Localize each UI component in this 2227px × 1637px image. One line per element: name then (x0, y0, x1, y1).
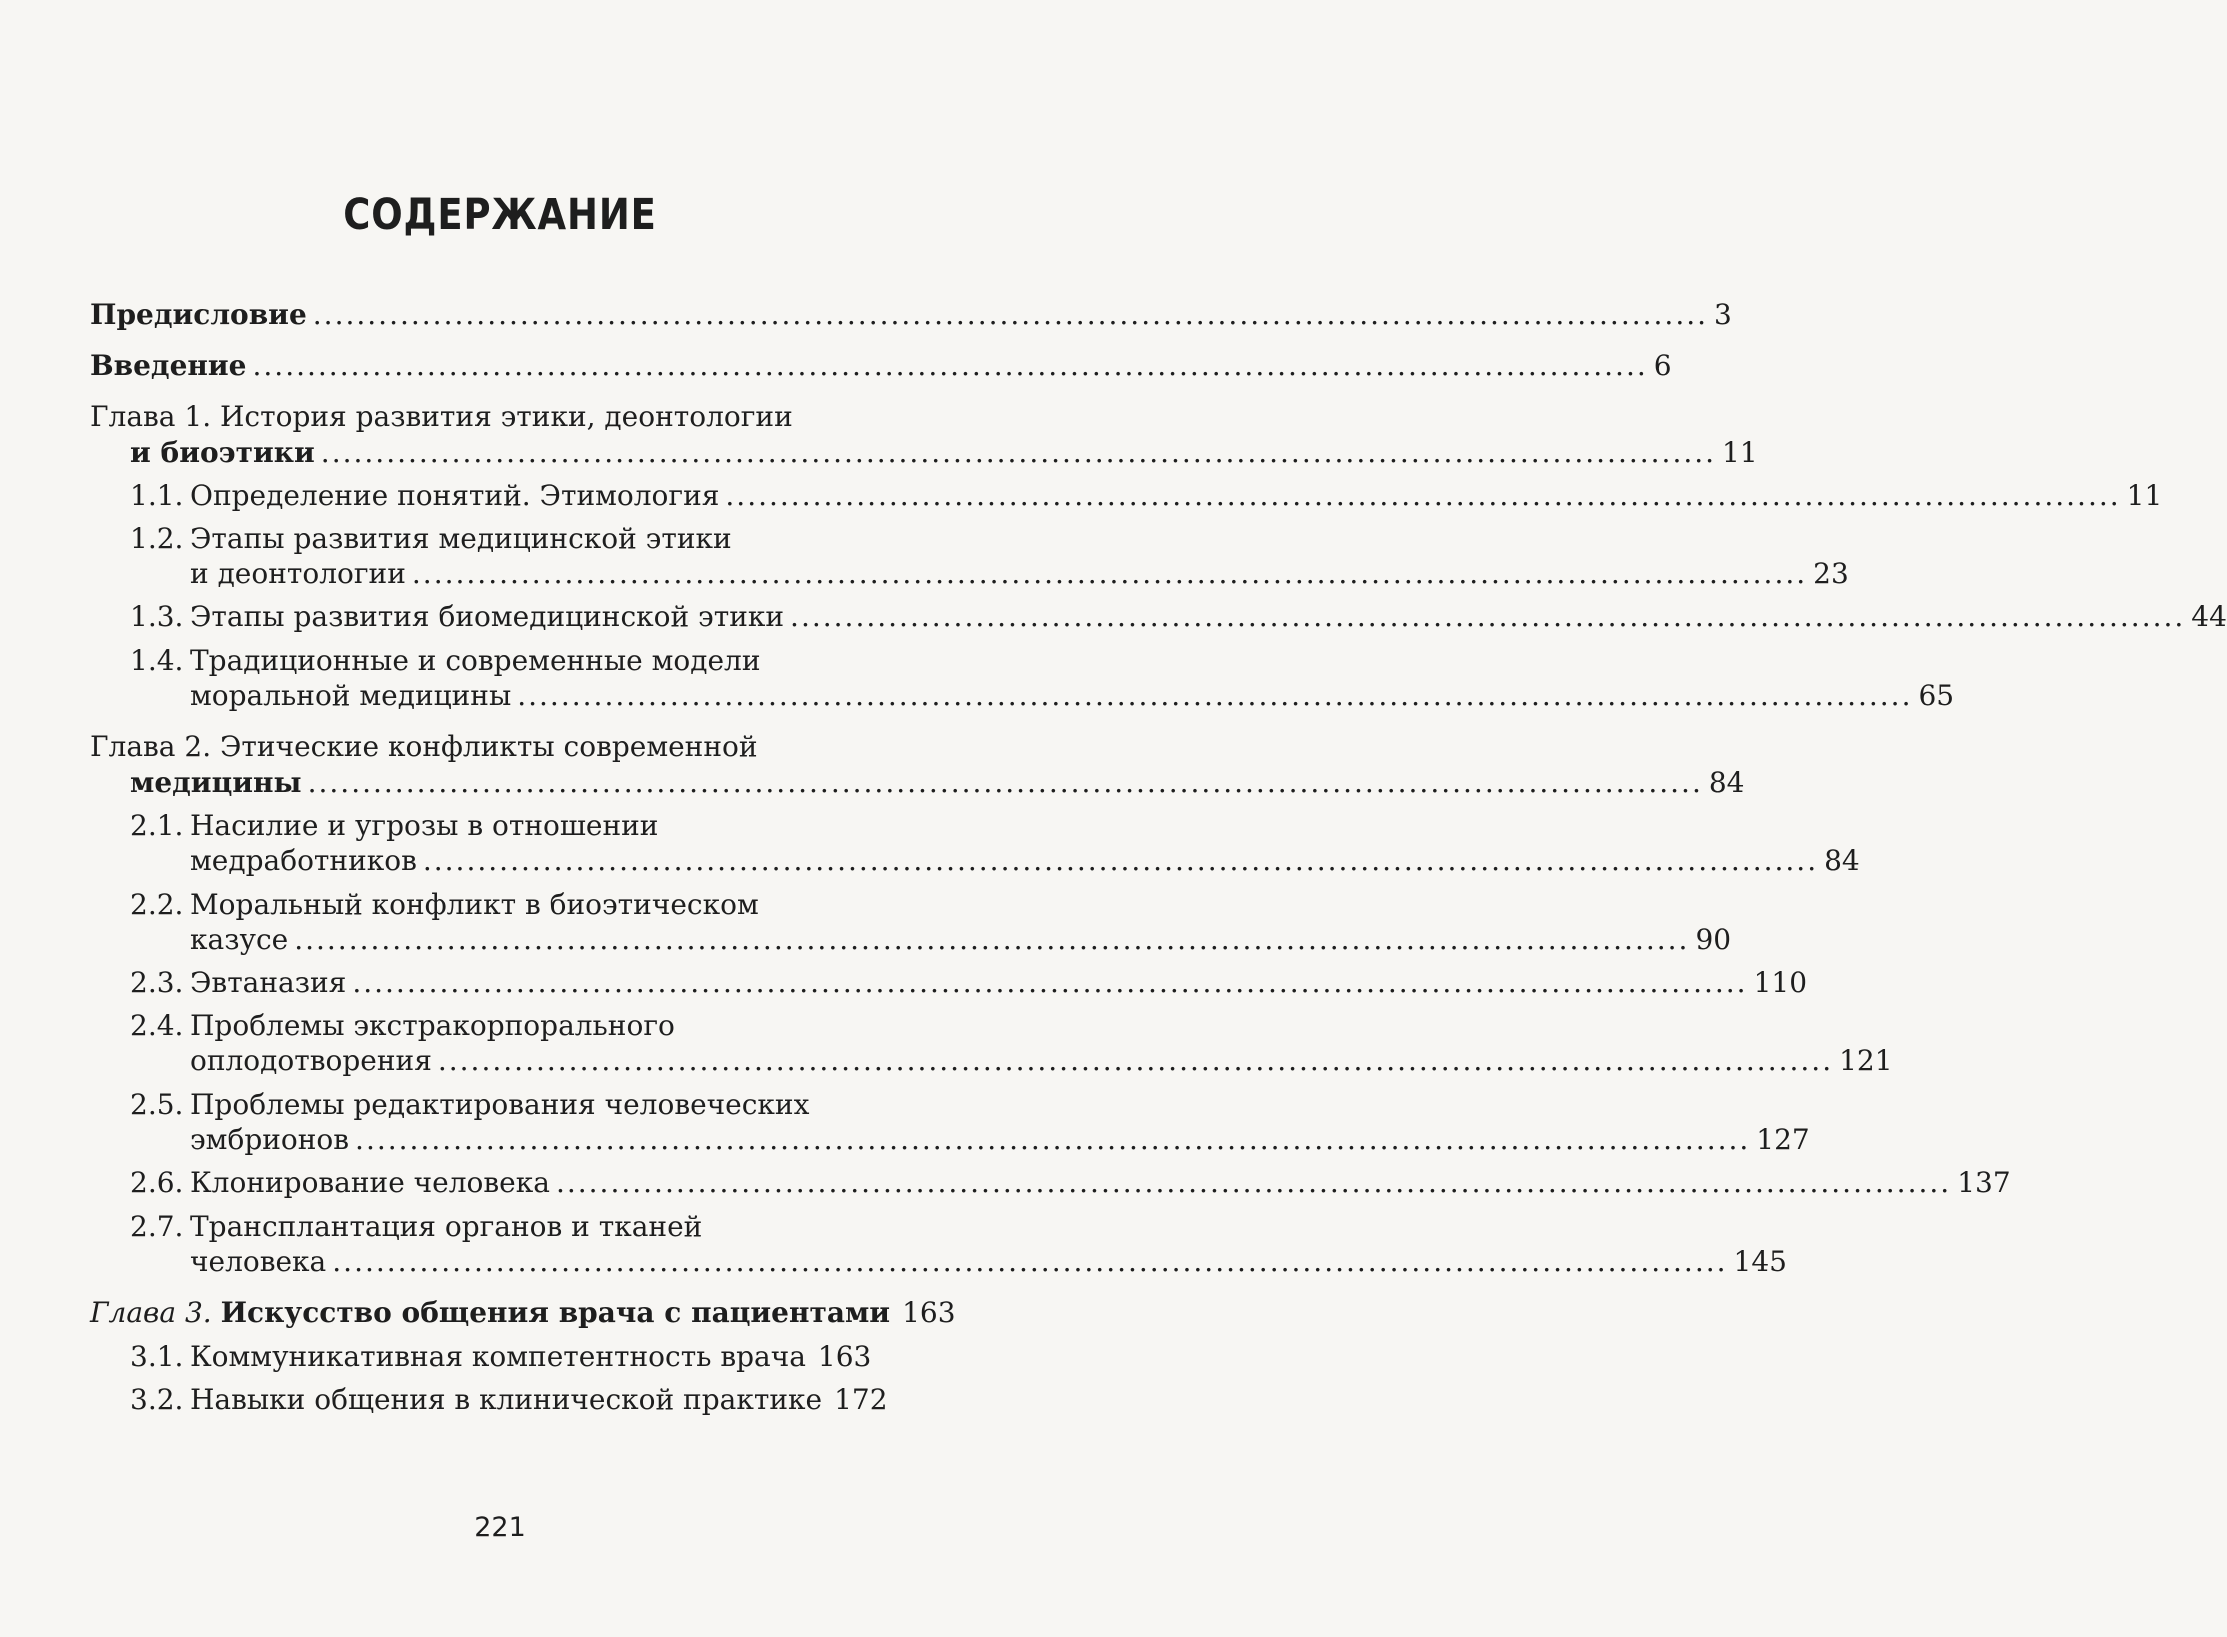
section-2-1-line-1 (130, 806, 658, 846)
section-1-4 (190, 676, 1955, 716)
section-2-5 (190, 1120, 1810, 1160)
section-number: 2.4. (130, 1009, 184, 1042)
section-1-3 (130, 597, 2227, 637)
section-number: 3.2. (130, 1383, 184, 1416)
section-2-2 (190, 920, 1732, 960)
section-1-4-line-1 (130, 641, 761, 681)
chapter-2-entry (130, 763, 1745, 803)
section-title-text: медработников (190, 844, 417, 877)
leader-dots: ................................................................................................................................ (352, 966, 1748, 999)
leader-dots: ................................................................................................................................ (320, 436, 1717, 469)
section-title-text: Клонирование человека (190, 1166, 550, 1199)
toc-entry-page: 163 (902, 1296, 956, 1329)
section-number: 1.3. (130, 600, 184, 633)
chapter-title-text: Искусство общения врача с пациентами (220, 1296, 891, 1329)
toc-entry-page: 65 (1918, 679, 1955, 712)
toc-entry-page: 23 (1813, 557, 1849, 590)
section-title-text: Насилие и угрозы в отношении (190, 809, 659, 842)
toc-entry-page: 84 (1708, 766, 1745, 799)
toc-entry-title: Введение (90, 349, 247, 382)
section-title-text: Проблемы экстракорпорального (190, 1009, 675, 1042)
chapter-2-heading (90, 727, 758, 767)
toc-entry-title: Предисловие (90, 298, 307, 331)
toc-entry-page: 145 (1733, 1245, 1787, 1278)
toc-entry-page: 137 (1957, 1166, 2011, 1199)
section-title-text: Проблемы редактирования человеческих (190, 1088, 810, 1121)
toc-entry-page: 3 (1714, 298, 1732, 331)
section-number: 3.1. (130, 1340, 184, 1373)
chapter-1-heading (90, 397, 793, 437)
section-2-7 (190, 1242, 1787, 1282)
leader-dots: ................................................................................................................................ (252, 349, 1648, 382)
section-title (130, 963, 346, 1003)
section-title-text: эмбрионов (190, 1123, 350, 1156)
section-2-6 (130, 1163, 2011, 1203)
section-title (130, 1163, 550, 1203)
section-title-text: Определение понятий. Этимология (190, 479, 720, 512)
section-2-5-line-1 (130, 1085, 809, 1125)
toc-entry-page: 110 (1753, 966, 1808, 999)
section-number: 2.7. (130, 1210, 184, 1243)
chapter-title (90, 1293, 890, 1333)
chapter-1-entry (130, 433, 1758, 473)
section-title-text: Этапы развития биомедицинской этики (190, 600, 785, 633)
leader-dots: ................................................................................................................................ (332, 1245, 1728, 1278)
section-title-text: Коммуникативная компетентность врача (190, 1340, 806, 1373)
section-title (130, 597, 784, 637)
toc-entry-intro (90, 346, 1672, 386)
toc-entry-page: 90 (1695, 923, 1732, 956)
leader-dots: ................................................................................................................................ (725, 479, 2121, 512)
section-number: 1.2. (130, 522, 184, 555)
section-title-text: Навыки общения в клинической практике (190, 1383, 823, 1416)
chapter-title-line-1: Этические конфликты современной (220, 730, 758, 763)
toc-entry-page: 11 (1722, 436, 1758, 469)
section-title-text: Эвтаназия (190, 966, 347, 999)
section-1-1 (130, 476, 2163, 516)
leader-dots: ................................................................................................................................ (307, 766, 1703, 799)
toc-entry-page: 11 (2126, 479, 2163, 512)
toc-entry-page: 44 (2191, 600, 2227, 633)
leader-dots: ................................................................................................................................ (437, 1044, 1834, 1077)
leader-dots: ................................................................................................................................ (555, 1166, 1952, 1199)
section-title-text: Моральный конфликт в биоэтическом (190, 888, 759, 921)
page-title: СОДЕРЖАНИЕ (343, 190, 657, 240)
toc-entry-page: 84 (1824, 844, 1860, 877)
section-2-4 (190, 1041, 1893, 1081)
leader-dots: ................................................................................................................................ (312, 298, 1709, 331)
chapter-title-line-2: и биоэтики (130, 436, 315, 469)
leader-dots: ................................................................................................................................ (355, 1123, 1751, 1156)
section-title (130, 1337, 806, 1377)
section-1-2-line-1 (130, 519, 732, 559)
chapter-title-line-1: История развития этики, деонтологии (220, 400, 793, 433)
section-number: 2.6. (130, 1166, 184, 1199)
toc-entry-page: 163 (817, 1340, 872, 1373)
section-2-3 (130, 963, 1808, 1003)
leader-dots: ................................................................................................................................ (294, 923, 1690, 956)
section-number: 1.1. (130, 479, 184, 512)
chapter-3-entry (90, 1293, 956, 1333)
section-2-2-line-1 (130, 885, 759, 925)
page-number: 221 (474, 1512, 526, 1543)
section-1-2 (190, 554, 1849, 594)
section-number: 2.3. (130, 966, 184, 999)
toc-entry-page: 6 (1653, 349, 1672, 382)
section-title-text: Традиционные и современные модели (190, 644, 761, 677)
chapter-prefix: Глава 2. (90, 730, 212, 763)
section-number: 2.2. (130, 888, 184, 921)
toc-entry-page: 127 (1756, 1123, 1810, 1156)
toc-entry-page: 121 (1839, 1044, 1893, 1077)
section-title-text: Этапы развития медицинской этики (190, 522, 732, 555)
section-2-7-line-1 (130, 1207, 702, 1247)
section-title-text: и деонтологии (190, 557, 406, 590)
leader-dots: ................................................................................................................................ (517, 679, 1913, 712)
section-3-1 (130, 1337, 872, 1377)
section-2-1 (190, 841, 1860, 881)
section-title-text: человека (190, 1245, 327, 1278)
section-title-text: Трансплантация органов и тканей (190, 1210, 703, 1243)
section-title-text: оплодотворения (190, 1044, 432, 1077)
section-2-4-line-1 (130, 1006, 675, 1046)
chapter-prefix: Глава 3. (90, 1296, 212, 1329)
chapter-prefix: Глава 1. (90, 400, 212, 433)
toc-entry-preface (90, 295, 1732, 335)
leader-dots: ................................................................................................................................ (422, 844, 1819, 877)
section-number: 2.5. (130, 1088, 184, 1121)
section-title (130, 476, 719, 516)
section-title-text: моральной медицины (190, 679, 512, 712)
chapter-title-line-2: медицины (130, 766, 302, 799)
section-number: 1.4. (130, 644, 184, 677)
leader-dots: ................................................................................................................................ (411, 557, 1808, 590)
toc-entry-page: 172 (834, 1383, 888, 1416)
section-3-2 (130, 1380, 888, 1420)
section-title (130, 1380, 822, 1420)
leader-dots: ................................................................................................................................ (790, 600, 2186, 633)
section-title-text: казусе (190, 923, 289, 956)
section-number: 2.1. (130, 809, 184, 842)
